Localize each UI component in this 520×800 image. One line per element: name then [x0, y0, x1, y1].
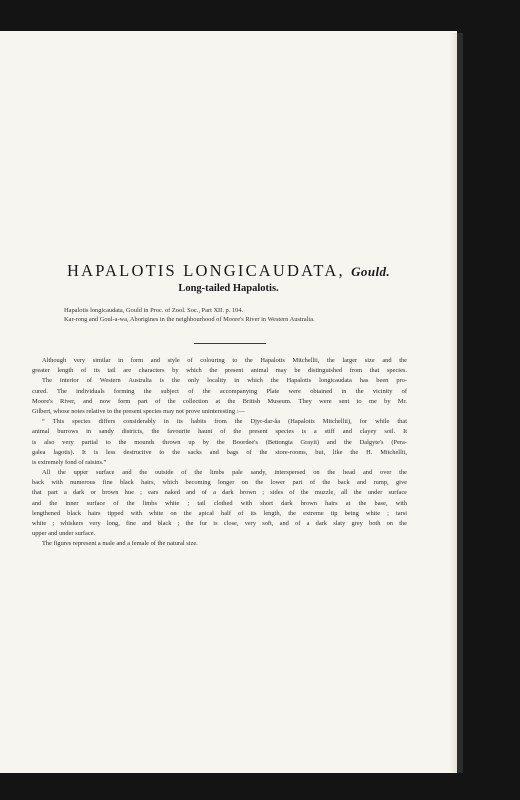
description-text — [32, 356, 407, 550]
text-line: lengthened black hairs tipped with white on the apical half of its length, the extreme tip being white ; tarsi — [32, 509, 407, 517]
text-line: is extremely fond of raisins.” — [32, 458, 107, 466]
text-line: back with numerous fine black hairs, which becoming longer on the lower part of the back and rump, give — [32, 479, 407, 487]
text-line: Gilbert, whose notes relative to the present species may not prove uninteresting :— — [32, 407, 245, 415]
text-line: Although very similar in form and style of colouring to the Hapalotis Mitchellii, the larger size and the — [42, 357, 407, 364]
text-line: animal burrows in sandy districts, the favourite haunt of the present species is a stiff and clayey soil. It — [32, 428, 407, 436]
text-line: white ; whiskers very long, fine and black ; the fur is close, very soft, and of a dark slaty grey both on the — [32, 520, 407, 527]
section-divider — [194, 343, 266, 344]
page-title — [0, 261, 457, 281]
text-line: galea lagotis). It is less destructive to the sacks and bags of the store-rooms, but, like the H. Mitchellii, — [32, 448, 407, 456]
synonymy-line: Kar-rong and Goul-a-wa, Aborigines in the neighbourhood of Moore's River in Western Australia. — [64, 316, 315, 323]
synonymy-line: Hapalotis longicaudata, Gould in Proc. of Zool. Soc., Part XII. p. 104. — [64, 307, 244, 314]
text-line: upper and under surface. — [32, 530, 96, 538]
text-line: and the inner surface of the limbs white ; tail clothed with short dark brown hairs at the base, with — [32, 499, 407, 507]
species-name: HAPALOTIS LONGICAUDATA, — [66, 261, 345, 280]
text-line: that part a dark or brown hue ; ears naked and of a dark brown ; sides of the muzzle, all the under surface — [32, 489, 407, 497]
text-line: The figures represent a male and a female of the natural size. — [42, 540, 198, 548]
text-line: “ This species differs considerably in its habits from the Djyr-dar-ăa (Hapalotis Mitchellii), for while that — [42, 418, 407, 426]
text-line: cured. The individuals forming the subject of the accompanying Plate were obtained in the vicinity of — [32, 387, 407, 395]
text-line: The interior of Western Australia is the only locality in which the Hapalotis longicaudata has been pro- — [42, 377, 407, 385]
text-line: greater length of its tail are characters by which the present animal may be distinguished from that species. — [32, 367, 407, 375]
authority-name: Gould. — [351, 264, 391, 279]
book-cover-edge — [457, 33, 463, 773]
text-line: is also very partial to the mounds thrown up by the Boordee's (Bettongia Grayii) and the Dalgyte's (Pera- — [32, 438, 407, 446]
text-line: Moore's River, and now form part of the collection at the British Museum. They were sent to me by Mr. — [32, 397, 407, 405]
text-line: All the upper surface and the outside of the limbs pale sandy, interspersed on the head and over the — [42, 469, 407, 477]
common-name-subtitle: Long-tailed Hapalotis. — [178, 283, 279, 294]
page-gutter-shadow — [449, 33, 457, 773]
